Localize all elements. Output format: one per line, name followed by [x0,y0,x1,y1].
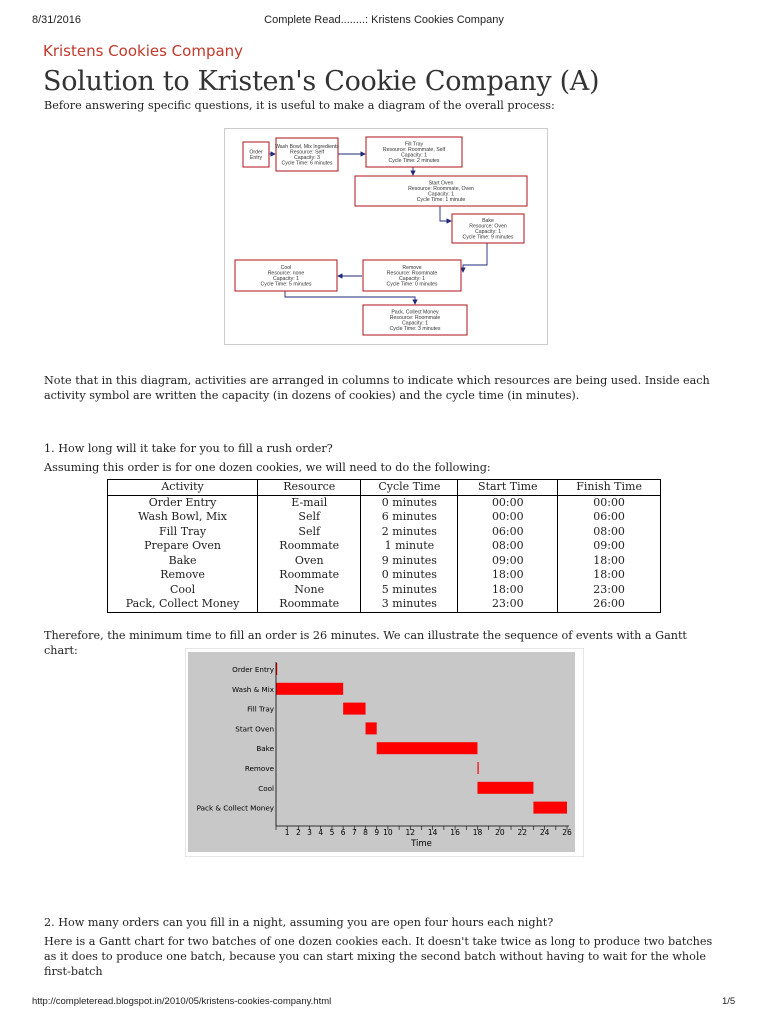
table-cell: 06:00 [458,525,558,540]
gantt-x-tick-label: 3 [307,828,312,837]
table-cell: Self [258,525,361,540]
print-page-title: Complete Read........: Kristens Cookies Company [264,14,504,26]
question-1-assumption: Assuming this order is for one dozen cookies, we will need to do the following: [44,461,491,474]
table-row [108,597,661,612]
column-header: Finish Time [558,480,661,496]
diagram-node-text: Resource: Oven [469,223,507,230]
table-row [108,525,661,540]
gantt-category-label: Remove [244,764,274,773]
diagram-node-text: Capacity: 3 [294,155,320,162]
table-cell: 2 minutes [361,525,458,540]
table-cell: 23:00 [558,583,661,598]
gantt-x-tick-label: 22 [517,828,528,837]
gantt-bar [533,802,567,814]
blog-title-link[interactable]: Kristens Cookies Company [43,42,244,60]
gantt-x-tick-label: 2 [295,828,301,837]
gantt-bar [477,782,533,794]
table-cell: Roommate [258,597,361,612]
diagram-node-cool [235,260,337,291]
diagram-node-text: Cycle Time: 9 minutes [462,234,514,241]
diagram-node-wash-mix [275,138,339,171]
gantt-category-label: Bake [256,744,274,754]
gantt-x-tick-label: 14 [427,828,438,837]
table-cell: 5 minutes [361,583,458,598]
diagram-node-text: Resource: Roommate [389,315,441,321]
gantt-bar [377,742,478,754]
gantt-x-tick-label: 7 [351,828,357,837]
table-cell: Order Entry [108,495,258,510]
gantt-category-label: Pack & Collect Money [196,803,274,813]
diagram-node-start-oven [355,176,527,206]
diagram-note: Note that in this diagram, activities are arranged in columns to indicate which resources are being used. Inside each activity symbol are written the capacity (in dozens of cookies) and the cycle time (in minutes). [44,374,710,402]
column-header: Cycle Time [361,480,458,496]
diagram-node-bake [452,214,524,243]
gantt-x-axis-label: Time [411,839,432,849]
diagram-node-remove [363,260,461,291]
table-cell: 18:00 [558,554,661,569]
diagram-node-text: Cycle Time: 6 minutes [281,160,333,167]
column-header: Resource [258,480,361,496]
table-cell: 08:00 [458,539,558,554]
column-header: Start Time [458,480,558,496]
gantt-x-tick-label: 10 [383,828,393,837]
gantt-x-tick-label: 9 [374,828,380,837]
diagram-node-text: Order [249,149,263,156]
diagram-node-text: Remove [402,264,422,271]
diagram-node-text: Fill Tray [404,141,424,148]
diagram-node-text: Capacity: 1 [273,276,299,283]
post-title: Solution to Kristen's Cookie Company (A) [43,66,600,97]
gantt-category-label: Fill Tray [247,704,274,714]
table-cell: Wash Bowl, Mix [108,510,258,525]
question-2: 2. How many orders can you fill in a night, assuming you are open four hours each night? [44,916,554,929]
table-cell: 9 minutes [361,554,458,569]
gantt-x-tick-label: 4 [318,828,324,837]
diagram-node-text: Start Oven [428,180,454,187]
diagram-node-text: Pack, Collect Money [391,309,439,316]
gantt-x-tick-label: 5 [329,828,335,837]
table-cell: 6 minutes [361,510,458,525]
diagram-node-text: Resource: Roommate [386,270,438,277]
table-cell: 00:00 [558,495,661,510]
table-cell: Pack, Collect Money [108,597,258,612]
table-cell: Oven [258,554,361,569]
diagram-node-text: Bake [482,217,494,224]
question-1: 1. How long will it take for you to fill a rush order? [44,442,333,455]
gantt-x-tick-label: 8 [363,828,368,837]
table-cell: 09:00 [558,539,661,554]
diagram-node-text: Cycle Time: 3 minutes [389,326,441,333]
column-header: Activity [108,480,258,496]
print-url: http://completeread.blogspot.in/2010/05/kristens-cookies-company.html [32,996,332,1007]
print-page-number: 1/5 [722,996,736,1007]
diagram-node-text: Capacity: 1 [402,320,428,327]
table-cell: Prepare Oven [108,539,258,554]
table-cell: 3 minutes [361,597,458,612]
table-cell: Cool [108,583,258,598]
table-cell: 18:00 [458,583,558,598]
diagram-node-text: Entry [249,155,263,162]
gantt-x-tick-label: 24 [539,828,550,837]
gantt-bar [477,762,478,774]
table-cell: None [258,583,361,598]
gantt-x-tick-label: 26 [562,828,572,837]
therefore-paragraph: Therefore, the minimum time to fill an order is 26 minutes. We can illustrate the sequence of events with a Gantt chart: [44,629,687,657]
diagram-node-pack-collect [363,305,467,335]
diagram-node-text: Resource: Roommate, Oven [408,186,474,192]
process-flow-diagram [224,128,548,345]
table-cell: Self [258,510,361,525]
diagram-node-text: Resource: Self [289,149,325,156]
table-cell: 08:00 [558,525,661,540]
table-cell: 06:00 [558,510,661,525]
diagram-node-text: Cycle Time: 2 minutes [388,158,440,165]
table-cell: 00:00 [458,510,558,525]
question-2-answer: Here is a Gantt chart for two batches of one dozen cookies each. It doesn't take twice as long to produce two batches as it does to produce one batch, because you can start mixing the second batch without having to wait for the whole first-batch [44,935,713,978]
diagram-node-text: Cycle Time: 0 minutes [386,281,438,288]
table-row [108,539,661,554]
table-cell: 0 minutes [361,568,458,583]
table-cell: Roommate [258,568,361,583]
gantt-bar [343,703,365,715]
diagram-node-text: Cool [280,264,292,271]
diagram-node-text: Capacity: 1 [475,229,501,236]
table-row [108,510,661,525]
diagram-node-text: Resource: none [267,270,305,277]
table-row [108,554,661,569]
gantt-x-tick-label: 1 [284,828,290,837]
gantt-x-tick-label: 12 [405,828,416,837]
intro-paragraph: Before answering specific questions, it is useful to make a diagram of the overall process: [44,99,555,112]
diagram-node-text: Cycle Time: 5 minutes [260,281,312,288]
table-row [108,583,661,598]
gantt-category-label: Cool [258,783,274,793]
diagram-node-text: Cycle Time: 1 minute [416,197,466,204]
diagram-node-text: Wash Bowl, Mix Ingredients [275,143,339,150]
gantt-category-label: Start Oven [235,724,274,734]
table-cell: 0 minutes [361,495,458,510]
gantt-bar [366,722,377,734]
activity-timing-table [107,479,661,613]
table-row [108,495,661,510]
table-cell: 18:00 [558,568,661,583]
table-cell: 23:00 [458,597,558,612]
table-row [108,568,661,583]
diagram-node-text: Capacity: 1 [401,152,427,159]
diagram-node-text: Capacity: 1 [399,276,425,283]
gantt-x-tick-label: 20 [495,828,505,837]
table-cell: Roommate [258,539,361,554]
diagram-node-order-entry [243,142,269,167]
table-cell: E-mail [258,495,361,510]
table-cell: 1 minute [361,539,458,554]
diagram-node-text: Capacity: 1 [428,191,454,198]
gantt-x-tick-label: 16 [450,828,460,837]
table-cell: 18:00 [458,568,558,583]
table-cell: Remove [108,568,258,583]
gantt-chart [185,648,584,857]
table-cell: 26:00 [558,597,661,612]
gantt-category-label: Wash & Mix [232,684,274,694]
gantt-category-label: Order Entry [232,665,274,674]
table-cell: Bake [108,554,258,569]
diagram-node-text: Resource: Roommate, Self [382,147,446,153]
table-cell: Fill Tray [108,525,258,540]
table-cell: 00:00 [458,495,558,510]
print-date: 8/31/2016 [32,14,81,26]
gantt-x-tick-label: 18 [472,828,483,837]
gantt-x-tick-label: 6 [340,828,346,837]
table-header-row [108,480,661,496]
table-cell: 09:00 [458,554,558,569]
diagram-node-fill-tray [366,137,462,167]
gantt-bar [276,683,343,695]
